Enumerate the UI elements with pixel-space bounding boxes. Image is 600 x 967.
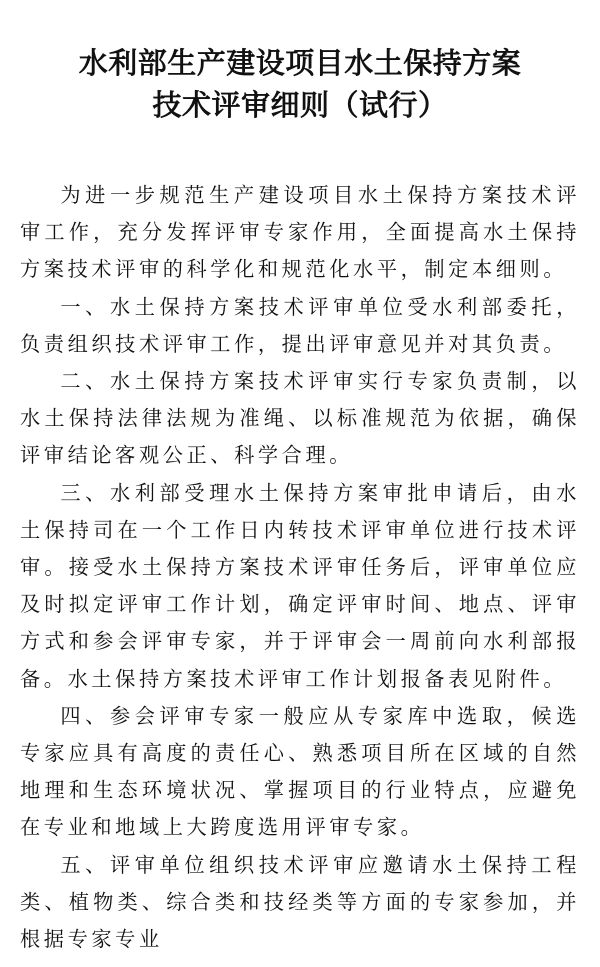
document-title-line-2: 技术评审细则（试行）	[152, 88, 448, 122]
document-title-line-1: 水利部生产建设项目水土保持方案	[78, 46, 522, 80]
document-title	[20, 0, 580, 126]
paragraph-article-5: 五、评审单位组织技术评审应邀请水土保持工程类、植物类、综合类和技经类等方面的专家参加，并根据专家专业	[20, 852, 580, 952]
paragraph-article-4: 四、参会评审专家一般应从专家库中选取，候选专家应具有高度的责任心、熟悉项目所在区域的自然地理和生态环境状况、掌握项目的行业特点，应避免在专业和地域上大跨度选用评审专家。	[20, 703, 580, 840]
document-body	[20, 177, 580, 958]
paragraph-intro: 为进一步规范生产建设项目水土保持方案技术评审工作，充分发挥评审专家作用，全面提高水土保持方案技术评审的科学化和规范化水平，制定本细则。	[20, 183, 580, 282]
paragraph-article-1: 一、水土保持方案技术评审单位受水利部委托，负责组织技术评审工作，提出评审意见并对其负责。	[20, 294, 580, 356]
paragraph-article-2: 二、水土保持方案技术评审实行专家负责制，以水土保持法律法规为准绳、以标准规范为依据，确保评审结论客观公正、科学合理。	[20, 369, 580, 468]
paragraph-article-3: 三、水利部受理水土保持方案审批申请后，由水土保持司在一个工作日内转技术评审单位进行技术评审。接受水土保持方案技术评审任务后，评审单位应及时拟定评审工作计划，确定评审时间、地点、评审方式和参会评审专家，并于评审会一周前向水利部报备。水土保持方案技术评审工作计划报备表见附件。	[20, 480, 580, 691]
